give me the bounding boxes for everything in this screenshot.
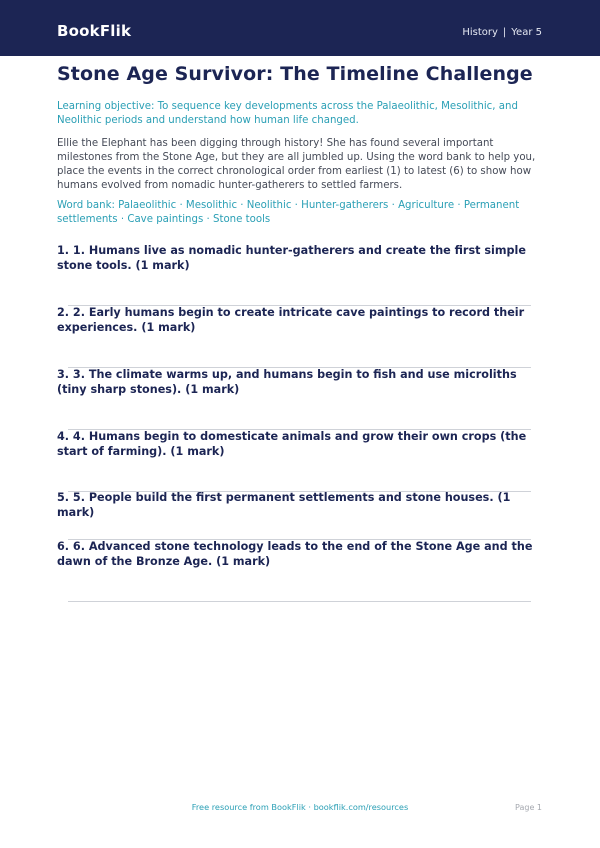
question-3: 3. 3. The climate warms up, and humans begin to fish and use microliths (tiny sharp stones). (1 mark): [57, 368, 517, 396]
year-label: Year 5: [511, 27, 542, 38]
footer-credit[interactable]: Free resource from BookFlik · bookflik.com/resources: [191, 802, 409, 812]
question-4: 4. 4. Humans begin to domesticate animals and grow their own crops (the start of farming). (1 mark): [57, 430, 527, 458]
meta-separator: |: [502, 27, 507, 38]
subject-label: History: [462, 27, 498, 38]
page-number: Page 1: [515, 803, 542, 812]
header-bar: [0, 0, 600, 56]
subject-year-meta: [462, 27, 542, 38]
instructions-paragraph: Ellie the Elephant has been digging through history! She has found several important milestones from the Stone Age, but they are all jumbled up. Using the word bank to help you, place the events in the correct chronological order from earliest (1) to latest (6) to show how humans evolved from nomadic hunter-gatherers to settled farmers.: [57, 138, 536, 191]
worksheet-title: Stone Age Survivor: The Timeline Challenge: [57, 63, 533, 85]
question-1: 1. 1. Humans live as nomadic hunter-gatherers and create the first simple stone tools. (1 mark): [57, 244, 526, 272]
learning-objective: Learning objective: To sequence key developments across the Palaeolithic, Mesolithic, and Neolithic periods and understand how human life changed.: [57, 101, 518, 126]
answer-line-6[interactable]: [68, 601, 531, 602]
question-5: 5. 5. People build the first permanent settlements and stone houses. (1 mark): [57, 491, 511, 519]
brand-logo-text: BookFlik: [57, 22, 132, 40]
question-6: 6. 6. Advanced stone technology leads to the end of the Stone Age and the dawn of the Bronze Age. (1 mark): [57, 540, 533, 568]
question-2: 2. 2. Early humans begin to create intricate cave paintings to record their experiences. (1 mark): [57, 306, 525, 334]
word-bank: Word bank: Palaeolithic · Mesolithic · Neolithic · Hunter-gatherers · Agriculture · Permanent settlements · Cave paintings · Stone tools: [57, 200, 520, 225]
